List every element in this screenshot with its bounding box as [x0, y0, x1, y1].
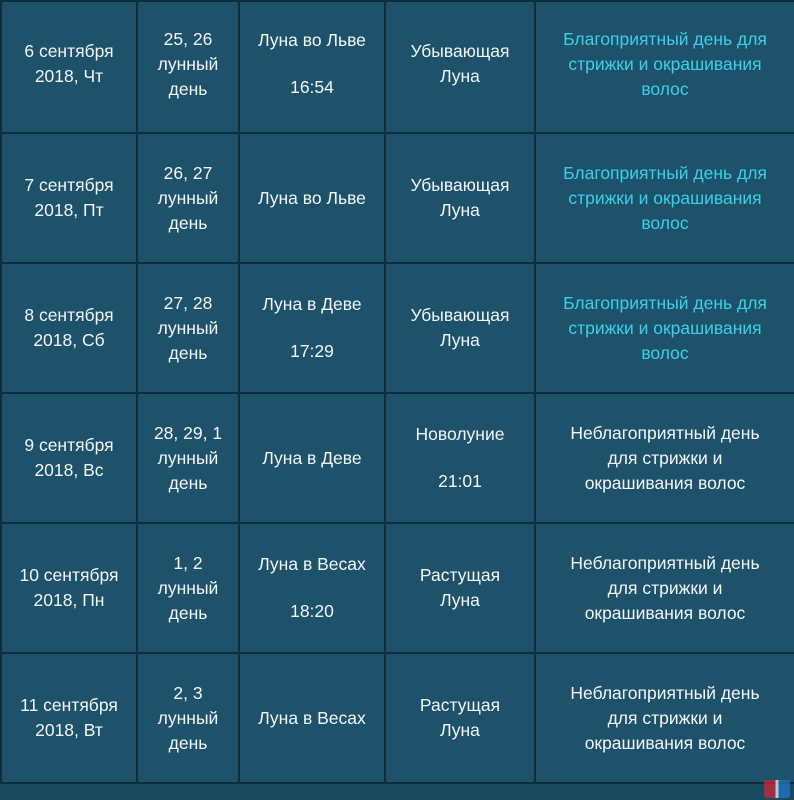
moon-sign-cell	[239, 133, 385, 263]
moon-phase-text: Луна	[440, 720, 480, 740]
lunar-day-text: 2, 3	[173, 682, 203, 703]
verdict-text: стрижки и окрашивания	[568, 317, 762, 338]
moon-phase-text: Луна	[440, 330, 480, 350]
verdict-cell	[535, 653, 794, 783]
lunar-day-text: 25, 26	[163, 28, 213, 49]
moon-sign-text: Луна в Весах	[258, 707, 366, 728]
lunar-day-cell	[137, 1, 239, 133]
moon-sign-text: Луна в Деве	[262, 447, 362, 468]
verdict-cell	[535, 133, 794, 263]
verdict-text: волос	[641, 342, 689, 363]
date-text: 2018, Пт	[34, 200, 104, 220]
moon-sign-text: Луна во Льве	[258, 30, 366, 50]
lunar-day-text: лунный	[157, 707, 219, 728]
lunar-day-text: день	[168, 472, 208, 493]
moon-phase-text: Растущая	[419, 565, 501, 585]
verdict-text: стрижки и окрашивания	[568, 53, 762, 74]
date-cell	[1, 653, 137, 783]
moon-phase-text: Убывающая	[410, 41, 510, 61]
verdict-text: волос	[641, 78, 689, 99]
verdict-cell	[535, 393, 794, 523]
table-row	[1, 523, 794, 653]
verdict-text: для стрижки и	[607, 577, 723, 598]
moon-phase-cell	[385, 523, 535, 653]
date-cell	[1, 523, 137, 653]
date-cell	[1, 1, 137, 133]
moon-sign-cell	[239, 263, 385, 393]
verdict-text: окрашивания волос	[584, 732, 746, 753]
verdict-text: Неблагоприятный день	[570, 682, 760, 703]
date-text: 2018, Сб	[33, 330, 105, 350]
lunar-day-text: 28, 29, 1	[153, 422, 223, 443]
moon-phase-text: Луна	[440, 66, 480, 86]
moon-sign-time: 16:54	[290, 77, 334, 97]
date-text: 11 сентября	[20, 695, 118, 715]
moon-phase-text: Луна	[440, 200, 480, 220]
moon-phase-cell	[385, 393, 535, 523]
lunar-day-text: лунный	[157, 187, 219, 208]
table-row	[1, 653, 794, 783]
lunar-day-text: лунный	[157, 317, 219, 338]
moon-sign-cell	[239, 1, 385, 133]
lunar-day-text: день	[168, 78, 208, 99]
table-row	[1, 393, 794, 523]
moon-phase-time: 21:01	[438, 471, 482, 491]
date-text: 6 сентября	[24, 41, 114, 61]
date-text: 2018, Вт	[35, 720, 103, 740]
moon-phase-cell	[385, 263, 535, 393]
table-row	[1, 133, 794, 263]
date-cell	[1, 133, 137, 263]
moon-phase-text: Убывающая	[410, 305, 510, 325]
lunar-day-text: лунный	[157, 447, 219, 468]
verdict-text: стрижки и окрашивания	[568, 187, 762, 208]
lunar-day-cell	[137, 393, 239, 523]
date-text: 2018, Чт	[34, 66, 104, 86]
moon-phase-text: Растущая	[419, 695, 501, 715]
moon-sign-text: Луна в Деве	[262, 294, 362, 314]
verdict-text: Благоприятный день для	[563, 292, 767, 313]
moon-sign-text: Луна в Весах	[258, 554, 366, 574]
lunar-day-cell	[137, 263, 239, 393]
date-text: 9 сентября	[24, 435, 114, 455]
date-cell	[1, 263, 137, 393]
moon-phase-cell	[385, 653, 535, 783]
lunar-day-text: 1, 2	[173, 552, 203, 573]
verdict-cell	[535, 1, 794, 133]
lunar-day-text: день	[168, 212, 208, 233]
table-row	[1, 1, 794, 133]
verdict-text: Неблагоприятный день	[570, 422, 760, 443]
moon-sign-time: 18:20	[290, 601, 334, 621]
moon-sign-cell	[239, 393, 385, 523]
verdict-text: волос	[641, 212, 689, 233]
lunar-day-cell	[137, 653, 239, 783]
moon-phase-cell	[385, 133, 535, 263]
verdict-text: Благоприятный день для	[563, 28, 767, 49]
verdict-text: Благоприятный день для	[563, 162, 767, 183]
verdict-cell	[535, 523, 794, 653]
lunar-day-text: 27, 28	[163, 292, 213, 313]
moon-phase-text: Луна	[440, 590, 480, 610]
moon-phase-text: Новолуние	[415, 424, 505, 444]
lunar-day-text: лунный	[157, 53, 219, 74]
lunar-day-text: лунный	[157, 577, 219, 598]
verdict-text: окрашивания волос	[584, 602, 746, 623]
verdict-text: для стрижки и	[607, 707, 723, 728]
calendar-body	[1, 1, 794, 783]
moon-phase-cell	[385, 1, 535, 133]
table-row	[1, 263, 794, 393]
moon-sign-cell	[239, 523, 385, 653]
lunar-day-text: день	[168, 732, 208, 753]
lunar-day-text: день	[168, 602, 208, 623]
date-cell	[1, 393, 137, 523]
moon-sign-cell	[239, 653, 385, 783]
date-text: 2018, Пн	[33, 590, 105, 610]
verdict-cell	[535, 263, 794, 393]
verdict-text: Неблагоприятный день	[570, 552, 760, 573]
flag-logo-icon	[764, 780, 790, 798]
date-text: 7 сентября	[24, 175, 114, 195]
lunar-day-cell	[137, 523, 239, 653]
moon-phase-text: Убывающая	[410, 175, 510, 195]
moon-sign-time: 17:29	[290, 341, 334, 361]
verdict-text: окрашивания волос	[584, 472, 746, 493]
lunar-day-text: 26, 27	[163, 162, 213, 183]
date-text: 10 сентября	[19, 565, 119, 585]
lunar-day-cell	[137, 133, 239, 263]
date-text: 8 сентября	[24, 305, 114, 325]
moon-sign-text: Луна во Льве	[258, 187, 366, 208]
verdict-text: для стрижки и	[607, 447, 723, 468]
lunar-day-text: день	[168, 342, 208, 363]
date-text: 2018, Вс	[34, 460, 104, 480]
